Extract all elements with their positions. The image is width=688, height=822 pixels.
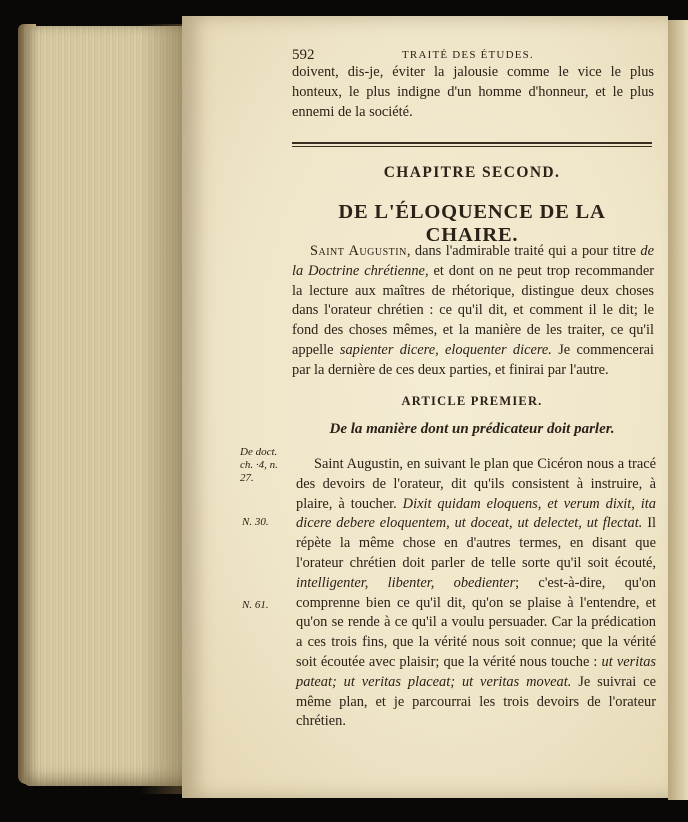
article-subtitle: De la manière dont un prédicateur doit parler.	[329, 421, 615, 437]
text-run: Saint Augustin, en suivant le plan que Cicéron nous a tracé des devoirs de l'orateur, dit qu'ils consistent à instruire, à plaire, à toucher.	[296, 456, 656, 512]
running-head: TRAITÉ DES ÉTUDES.	[402, 49, 534, 61]
text-run: Il répète la même chose en d'autres termes, en disant que l'orateur chrétien doit parler de telle sorte qu'il soit écouté,	[296, 515, 657, 571]
chapter-title: DE L'ÉLOQUENCE DE LA CHAIRE.	[338, 201, 606, 246]
section-rule-thick	[292, 142, 652, 144]
section-rule-thin	[292, 146, 652, 147]
latin-quote: Dixit quidam eloquens, et verum dixit, ita dicere debere eloquentem, ut doceat, ut delectet, ut flectat.	[296, 495, 657, 532]
margin-note-number: N. 61.	[242, 599, 269, 611]
margin-note-number: N. 30.	[242, 516, 269, 528]
cicero-paragraph	[296, 455, 656, 732]
next-page-edge	[668, 20, 688, 800]
text-run: ; c'est-à-dire, qu'on comprenne bien ce qu'il dit, qu'on se plaise à l'entendre, et qu'on se rende à ce qu'il a voulu persuader. Car la prédication a ces trois fins, que la vérité nous soit connue; que la vérité soit écoutée avec plaisir; que la vérité nous touche :	[296, 574, 656, 670]
margin-note-reference: De doct. ch. ·4, n. 27.	[240, 446, 278, 484]
chapter-label: CHAPITRE SECOND.	[383, 164, 561, 181]
text-run: Je suivrai ce même plan, et je parcourrai les trois devoirs de l'orateur chrétien.	[296, 673, 656, 730]
latin-phrase: sapienter dicere, eloquenter dicere.	[339, 341, 552, 358]
latin-phrase: intelligenter, libenter, obedienter	[296, 574, 516, 591]
augustin-paragraph	[292, 242, 654, 381]
article-label: ARTICLE PREMIER.	[401, 394, 543, 408]
latin-phrase: ut veritas pateat; ut veritas placeat; ut veritas moveat.	[296, 653, 656, 690]
work-title: de la Doctrine chrétienne	[292, 243, 654, 279]
text-run: Je commencerai par la dernière de ces deux parties, et finirai par l'autre.	[292, 341, 654, 378]
text-run: , dans l'admirable traité qui a pour titre	[406, 243, 641, 259]
text-run: , et dont on ne peut trop recommander la lecture aux maîtres de rhétorique, distingue deux choses dans l'orateur chrétien : ce qu'il dit, et comment il le dit; le fond des choses mêmes, et la manière de les traiter, ce qu'il appelle	[292, 262, 654, 358]
page-number: 592	[292, 47, 315, 63]
lead-name: Saint Augustin	[310, 243, 407, 259]
intro-paragraph: doivent, dis-je, éviter la jalousie comme le vice le plus honteux, le plus indigne d'un homme d'honneur, et le plus ennemi de la société.	[292, 64, 654, 120]
